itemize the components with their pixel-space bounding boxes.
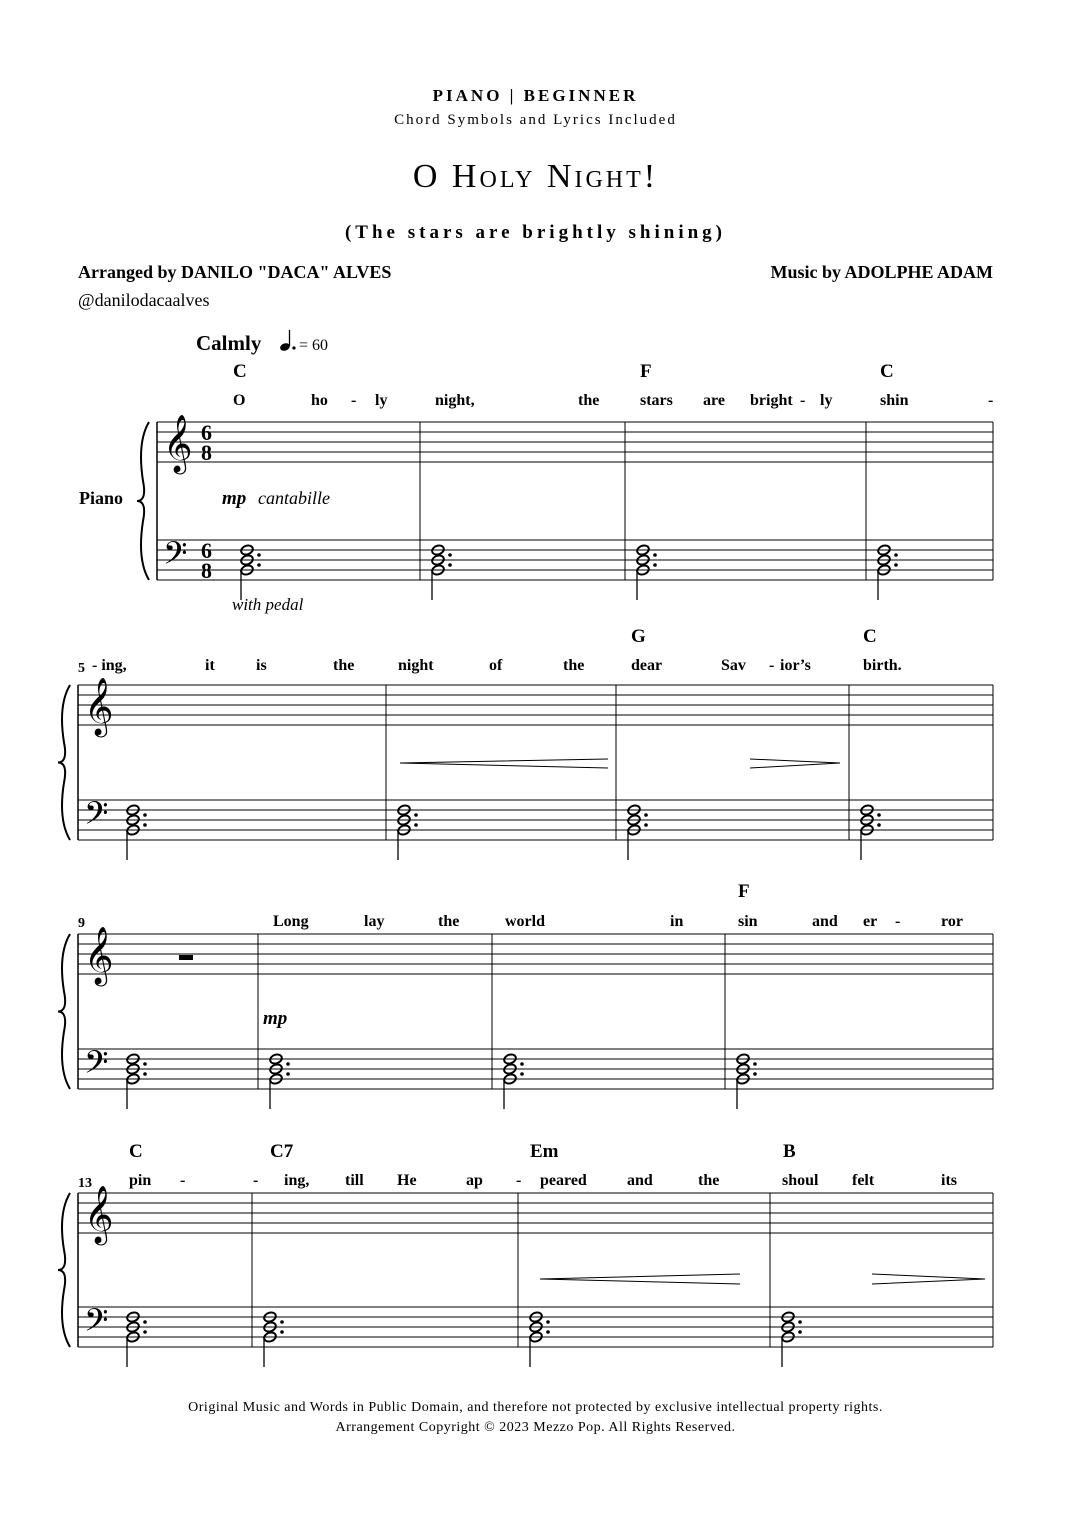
composer-credit: Music by ADOLPHE ADAM — [770, 262, 993, 282]
treble-clef-icon: 𝄞 — [163, 415, 193, 471]
lyric-syllable: Sav — [721, 657, 746, 674]
bass-chord — [126, 804, 147, 860]
bass-staff — [157, 540, 993, 580]
lyric-syllable: and — [812, 913, 838, 930]
whole-rest — [179, 955, 193, 960]
bass-clef-icon: 𝄢 — [84, 1304, 109, 1346]
footer-arrangement-copyright: Arrangement Copyright © 2023 Mezzo Pop. All Rights Reserved. — [335, 1420, 736, 1435]
lyric-syllable: the — [698, 1172, 720, 1189]
lyric-syllable: the — [333, 657, 355, 674]
bass-staff — [78, 800, 993, 840]
song-subtitle: (The stars are brightly shining) — [344, 222, 726, 243]
includes-note: Chord Symbols and Lyrics Included — [394, 112, 677, 128]
bass-chord — [736, 1053, 757, 1109]
treble-clef-icon: 𝄞 — [84, 678, 114, 734]
chord-symbol: Em — [530, 1141, 559, 1162]
brace — [58, 685, 70, 840]
chord-symbol: C — [129, 1141, 143, 1162]
measure-number: 13 — [78, 1176, 92, 1191]
bass-chord — [263, 1311, 284, 1367]
lyric-syllable: O — [233, 392, 246, 409]
lyric-syllable: shoul — [782, 1172, 819, 1189]
lyric-syllable: ior’s — [780, 657, 811, 674]
system-1 — [137, 361, 993, 600]
lyric-syllable: the — [563, 657, 585, 674]
lyric-syllable: - — [895, 913, 901, 930]
dynamic-mp: mp — [222, 488, 247, 509]
bass-chord — [781, 1311, 802, 1367]
treble-staff — [78, 685, 993, 725]
chord-symbol: C — [233, 361, 247, 382]
treble-staff — [78, 1193, 993, 1233]
tempo-note-icon — [279, 330, 296, 352]
lyric-syllable: ly — [820, 392, 833, 409]
bass-clef-icon: 𝄢 — [84, 1046, 109, 1088]
chord-symbol: F — [738, 881, 750, 902]
lyric-syllable: till — [345, 1172, 364, 1189]
bass-chord — [503, 1053, 524, 1109]
lyric-syllable: - — [988, 392, 994, 409]
chord-symbol: B — [783, 1141, 796, 1162]
lyric-syllable: - — [351, 392, 357, 409]
lyric-syllable: ap — [466, 1172, 483, 1189]
lyric-syllable: night — [398, 657, 434, 674]
time-sig-denominator: 8 — [201, 558, 212, 583]
lyric-syllable: ho — [311, 392, 328, 409]
brace — [58, 934, 70, 1089]
tempo-text: Calmly — [196, 331, 262, 355]
treble-staff — [78, 934, 993, 974]
lyric-syllable: - ing, — [92, 657, 127, 674]
bass-chord — [240, 544, 261, 600]
lyric-syllable: Long — [273, 913, 309, 930]
lyric-syllable: - — [769, 657, 775, 674]
time-sig-numerator: 6 — [201, 538, 212, 563]
instrument-label: Piano — [79, 488, 124, 508]
brace — [137, 422, 149, 580]
lyric-syllable: sin — [738, 913, 758, 930]
lyric-syllable: pin — [129, 1172, 152, 1189]
measure-number: 9 — [78, 916, 85, 931]
lyric-syllable: He — [397, 1172, 417, 1189]
pedal-marking: with pedal — [232, 595, 304, 614]
lyric-syllable: ly — [375, 392, 388, 409]
bass-clef-icon: 𝄢 — [84, 797, 109, 839]
decrescendo-hairpin — [750, 759, 840, 768]
measure-number: 5 — [78, 661, 85, 676]
lyric-syllable: - — [800, 392, 806, 409]
lyric-syllable: birth. — [863, 657, 902, 674]
lyric-syllable: are — [703, 392, 725, 409]
dynamic-mp-2: mp — [263, 1008, 288, 1029]
lyric-syllable: it — [205, 657, 215, 674]
lyric-syllable: lay — [364, 913, 385, 930]
system-3 — [58, 881, 993, 1109]
lyric-syllable: ror — [941, 913, 963, 930]
chord-symbol: G — [631, 626, 646, 647]
treble-clef-icon: 𝄞 — [84, 927, 114, 983]
bass-chord — [636, 544, 657, 600]
lyric-syllable: - — [253, 1172, 259, 1189]
brace — [58, 1193, 70, 1347]
treble-staff — [157, 422, 993, 462]
lyric-syllable: peared — [540, 1172, 587, 1189]
bass-chord — [627, 804, 648, 860]
lyric-syllable: dear — [631, 657, 663, 674]
time-sig-denominator: 8 — [201, 440, 212, 465]
song-title: O Holy Night! — [412, 158, 659, 195]
chord-symbol: F — [640, 361, 652, 382]
lyric-syllable: night, — [435, 392, 475, 409]
lyric-syllable: shin — [880, 392, 909, 409]
chord-symbol: C7 — [270, 1141, 294, 1162]
lyric-syllable: felt — [852, 1172, 875, 1189]
lyric-syllable: is — [256, 657, 267, 674]
lyric-syllable: stars — [640, 392, 673, 409]
lyric-syllable: its — [941, 1172, 957, 1189]
bass-chord — [431, 544, 452, 600]
footer-copyright-note: Original Music and Words in Public Domain, and therefore not protected by exclusive intellectual property rights. — [188, 1400, 883, 1415]
lyric-syllable: of — [489, 657, 503, 674]
bass-chord — [877, 544, 898, 600]
decrescendo-hairpin-2 — [872, 1274, 985, 1284]
lyric-syllable: in — [670, 913, 684, 930]
lyric-syllable: and — [627, 1172, 653, 1189]
system-4 — [58, 1141, 993, 1367]
lyric-syllable: world — [505, 913, 545, 930]
level-label: PIANO | BEGINNER — [432, 86, 639, 105]
tempo-value: = 60 — [299, 337, 329, 354]
bass-clef-icon: 𝄢 — [163, 537, 188, 579]
lyric-syllable: bright — [750, 392, 793, 409]
arranger-handle: @danilodacaalves — [78, 290, 210, 310]
system-2 — [58, 626, 993, 860]
lyric-syllable: - — [180, 1172, 186, 1189]
bass-chord — [529, 1311, 550, 1367]
expression-cantabille: cantabille — [258, 488, 330, 508]
bass-chord — [397, 804, 418, 860]
bass-chord — [860, 804, 881, 860]
time-sig-numerator: 6 — [201, 420, 212, 445]
bass-chord — [126, 1311, 147, 1367]
lyric-syllable: er — [863, 913, 878, 930]
lyric-syllable: the — [438, 913, 460, 930]
bass-staff — [78, 1049, 993, 1089]
crescendo-hairpin-2 — [540, 1274, 740, 1284]
crescendo-hairpin — [400, 759, 608, 768]
lyric-syllable: the — [578, 392, 600, 409]
lyric-syllable: - — [516, 1172, 522, 1189]
lyric-syllable: ing, — [284, 1172, 310, 1189]
chord-symbol: C — [880, 361, 894, 382]
treble-clef-icon: 𝄞 — [84, 1186, 114, 1242]
arranger-credit: Arranged by DANILO "DACA" ALVES — [78, 262, 392, 282]
bass-chord — [126, 1053, 147, 1109]
bass-chord — [269, 1053, 290, 1109]
chord-symbol: C — [863, 626, 877, 647]
